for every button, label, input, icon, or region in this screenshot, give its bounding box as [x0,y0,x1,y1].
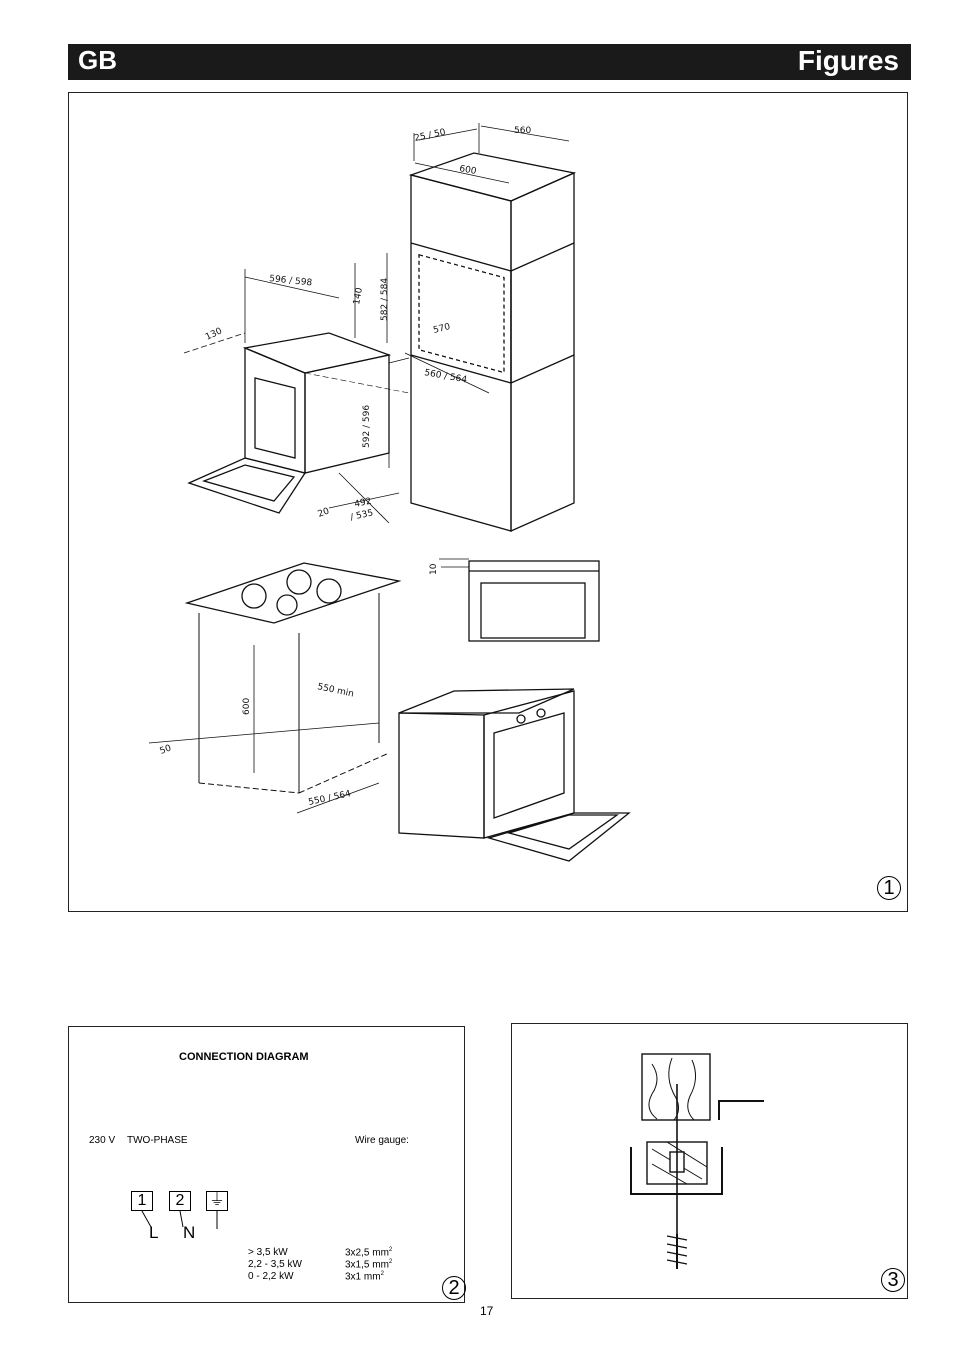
terminal-2: 2 [169,1191,191,1211]
dim-label: 570 [432,322,452,336]
dim-label: 20 [316,506,331,520]
dim-label: 25 / 50 [413,127,447,144]
dim-label: / 535 [349,508,375,523]
figure-1-drawing [69,93,909,913]
figure-2-connection-diagram [68,1026,465,1303]
dim-label: 140 [352,286,365,306]
dim-label: 600 [242,697,252,715]
gauge-row-2: 3x1,5 $mm^2$ [345,1259,393,1271]
dim-label: 130 [204,326,224,343]
language-code: GB [78,45,117,75]
power-row-3: 0 - 2,2 kW [248,1271,294,1282]
terminal-label-l: L [149,1223,159,1242]
gauge-row-3: 3x1 $mm^2$ [345,1271,384,1283]
dim-label: 596 / 598 [268,274,313,289]
gauge-row-1: 3x2,5 $mm^2$ [345,1247,393,1259]
dim-label: 582 / 584 [380,277,390,321]
voltage-label: 230 V [89,1135,116,1146]
page-header [68,44,911,80]
dim-label: 492 [353,496,373,510]
terminal-label-n: N [183,1223,196,1242]
earth-icon: ⏚ [206,1191,228,1211]
figure-1-installation-dimensions [68,92,908,912]
dim-label: 10 [429,563,439,575]
dim-label: 550 min [316,682,355,700]
dim-label: 592 / 596 [362,404,372,448]
dim-label: 560 / 564 [423,368,468,386]
power-row-1: > 3,5 kW [248,1247,288,1258]
figure-3-number: 3 [881,1268,905,1292]
power-row-2: 2,2 - 3,5 kW [248,1259,302,1270]
dim-label: 50 [158,743,173,757]
dim-label: 550 / 564 [307,789,352,808]
figure-3-fixing-detail [511,1023,908,1299]
connection-diagram-title: CONNECTION DIAGRAM [179,1051,309,1063]
figure-1-number: 1 [877,876,901,900]
figure-2-number: 2 [442,1276,466,1300]
dim-label: 560 [514,126,532,136]
phase-label: TWO-PHASE [127,1135,188,1146]
wire-gauge-label: Wire gauge: [355,1135,409,1146]
page-title: Figures [797,45,899,76]
page-number: 17 [480,1304,494,1318]
figure-3-drawing [512,1024,909,1300]
terminal-1: 1 [131,1191,153,1211]
dim-label: 600 [458,164,478,177]
